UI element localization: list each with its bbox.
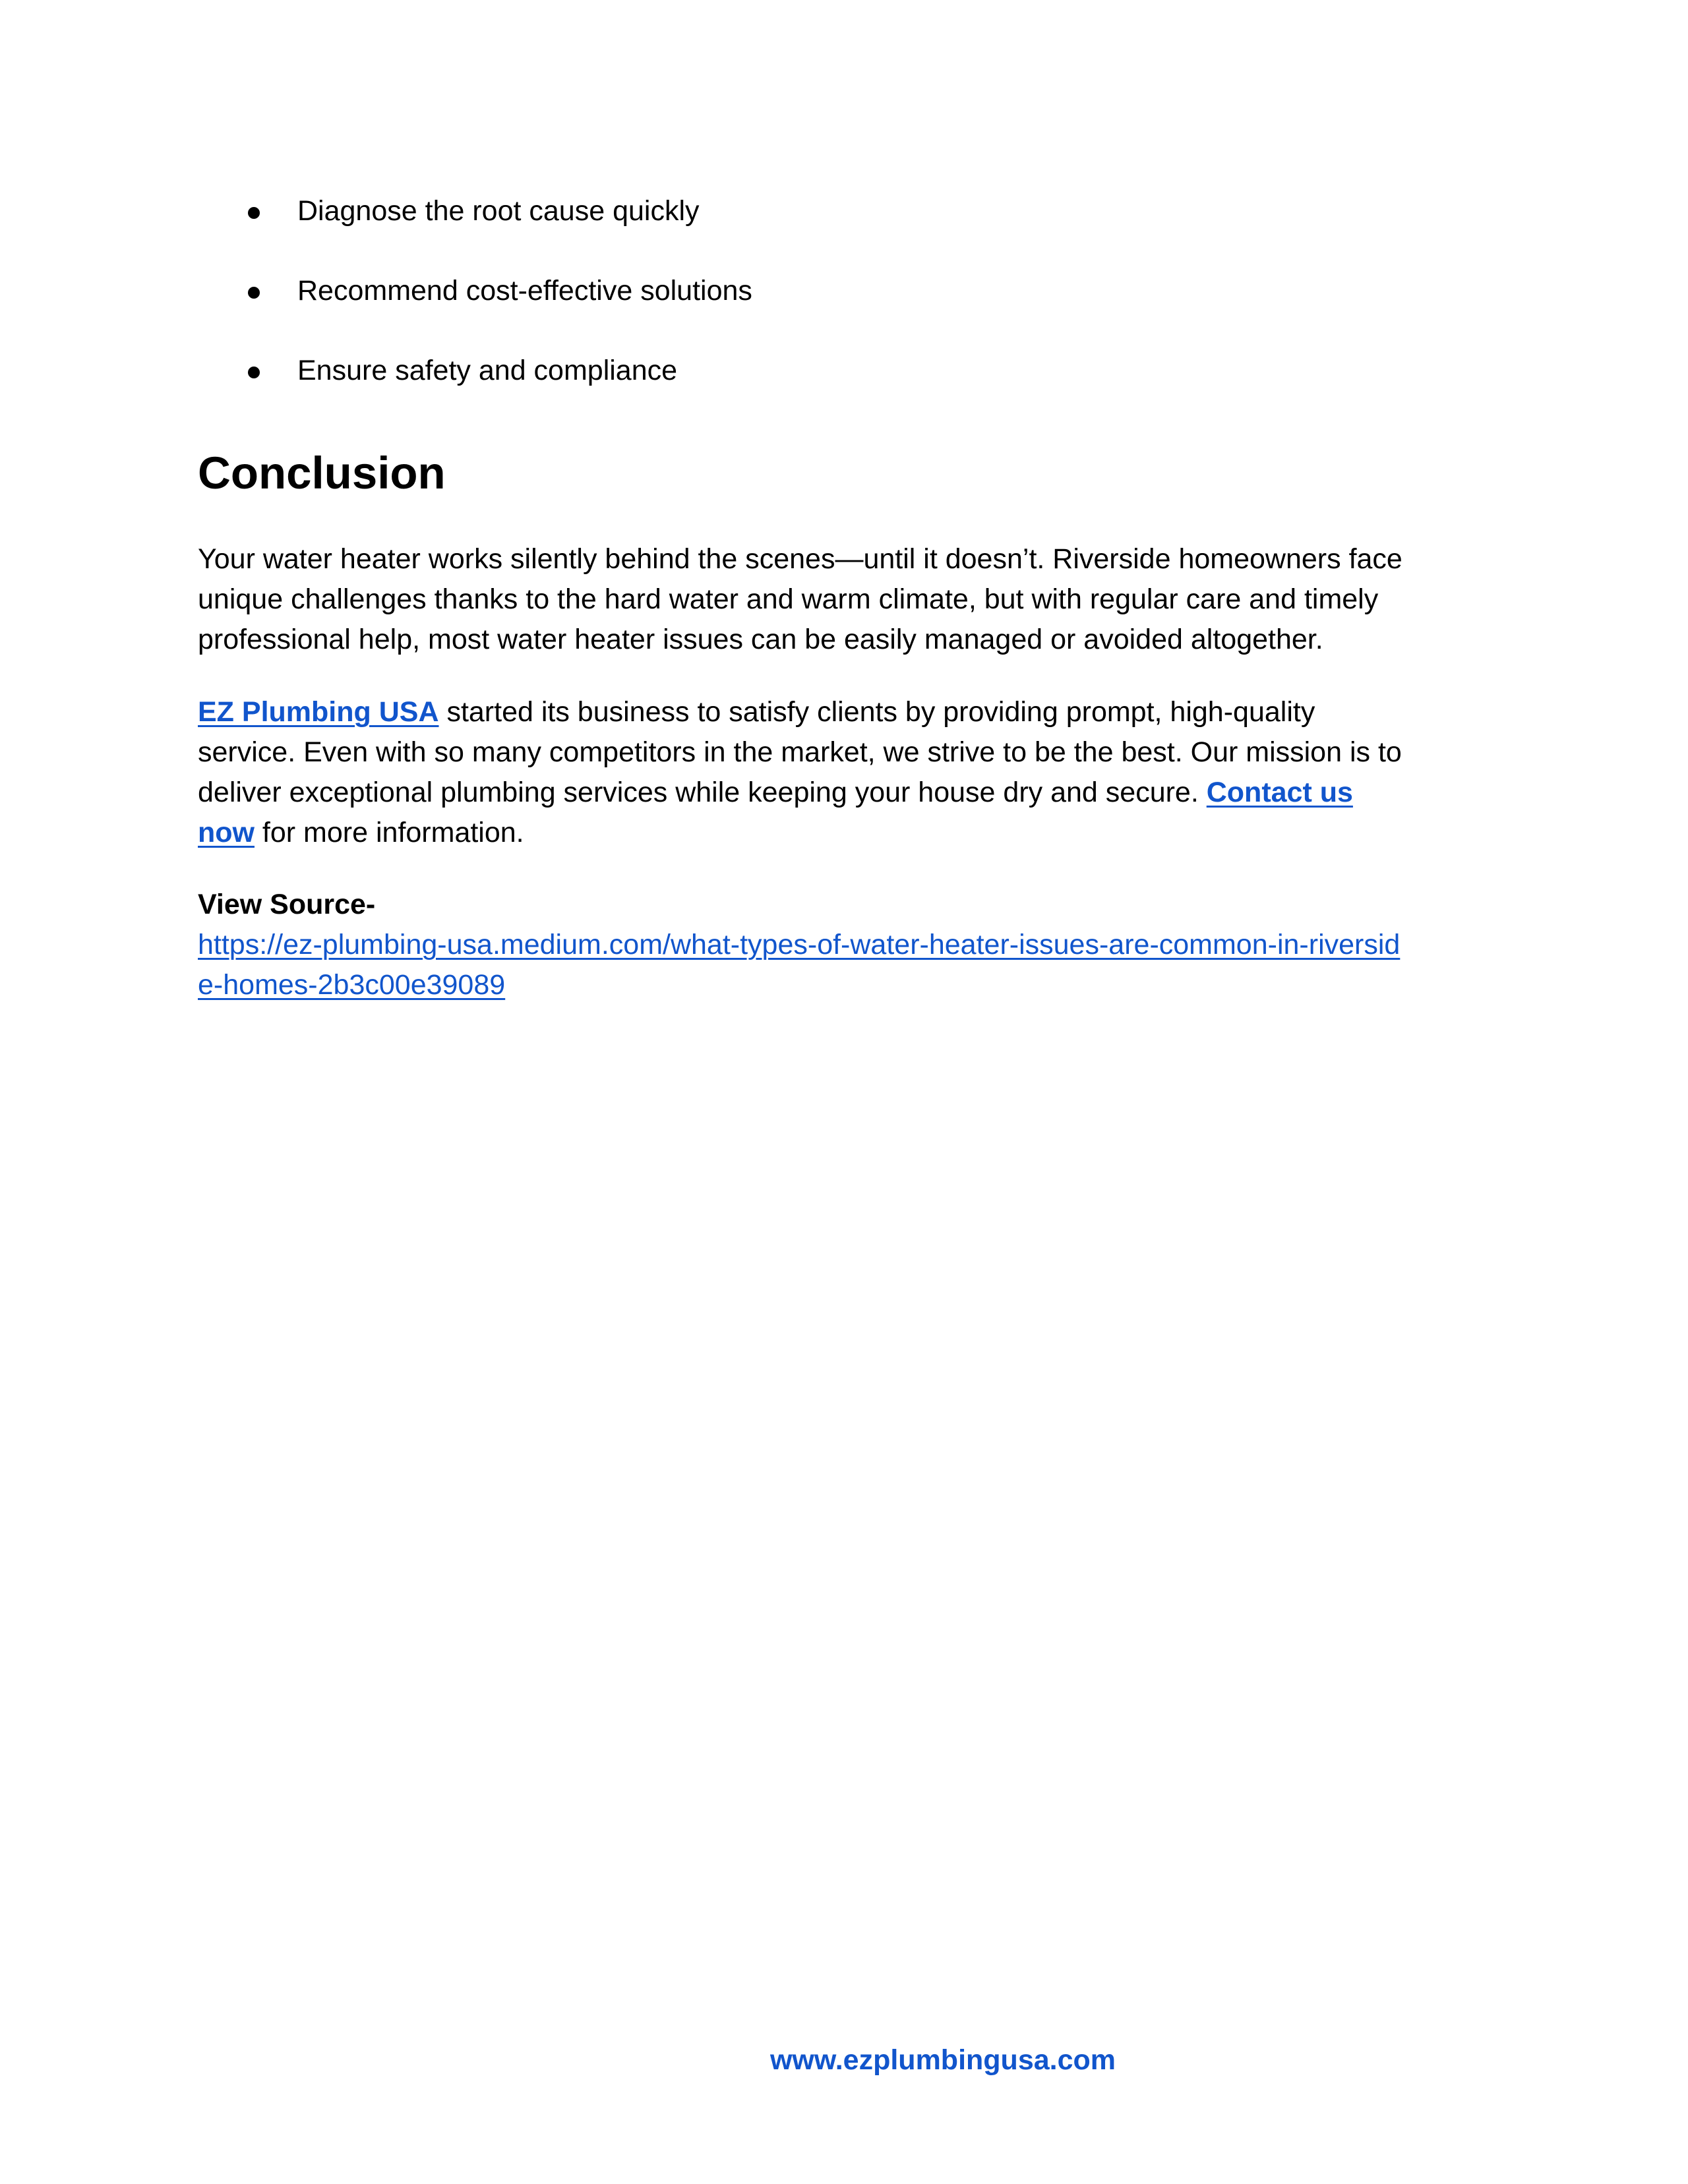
contact-us-link[interactable]: Contact us xyxy=(1206,777,1353,808)
list-item-text: Recommend cost-effective solutions xyxy=(297,275,752,307)
list-item-text: Ensure safety and compliance xyxy=(297,355,678,386)
contact-us-link-continued[interactable]: now xyxy=(198,817,255,848)
bullet-icon xyxy=(248,367,260,378)
paragraph-line: professional help, most water heater issues can be easily managed or avoided altogether. xyxy=(198,624,1323,655)
list-item xyxy=(248,271,1435,310)
source-url-link[interactable]: https://ez-plumbing-usa.medium.com/what-types-of-water-heater-issues-are-common-in-riversid xyxy=(198,929,1401,960)
bullet-icon xyxy=(248,207,260,219)
company-paragraph xyxy=(198,692,1490,853)
paragraph-line xyxy=(198,813,1490,853)
paragraph-text: for more information. xyxy=(254,817,524,848)
list-item xyxy=(248,351,1435,390)
paragraph-line: service. Even with so many competitors in the market, we strive to be the best. Our mission is to xyxy=(198,736,1402,768)
paragraph-text: started its business to satisfy clients by providing prompt, high-quality xyxy=(438,696,1315,728)
paragraph-text: deliver exceptional plumbing services while keeping your house dry and secure. xyxy=(198,777,1207,808)
paragraph-line: unique challenges thanks to the hard water and warm climate, but with regular care and timely xyxy=(198,583,1379,615)
bullet-list xyxy=(248,191,1435,430)
list-item-text: Diagnose the root cause quickly xyxy=(297,195,700,227)
paragraph-line xyxy=(198,773,1490,813)
source-block xyxy=(198,885,1490,1005)
company-link[interactable]: EZ Plumbing USA xyxy=(198,696,439,728)
website-link[interactable]: www.ezplumbingusa.com xyxy=(769,2044,1116,2076)
source-label: View Source- xyxy=(198,889,376,920)
page-footer xyxy=(0,2040,1688,2080)
source-url-link-continued[interactable]: e-homes-2b3c00e39089 xyxy=(198,969,506,1001)
list-item xyxy=(248,191,1435,231)
section-heading: Conclusion xyxy=(198,448,446,498)
paragraph-line: Your water heater works silently behind the scenes—until it doesn’t. Riverside homeowners face xyxy=(198,543,1402,575)
paragraph-line xyxy=(198,692,1490,732)
conclusion-paragraph xyxy=(198,539,1490,660)
bullet-icon xyxy=(248,287,260,299)
